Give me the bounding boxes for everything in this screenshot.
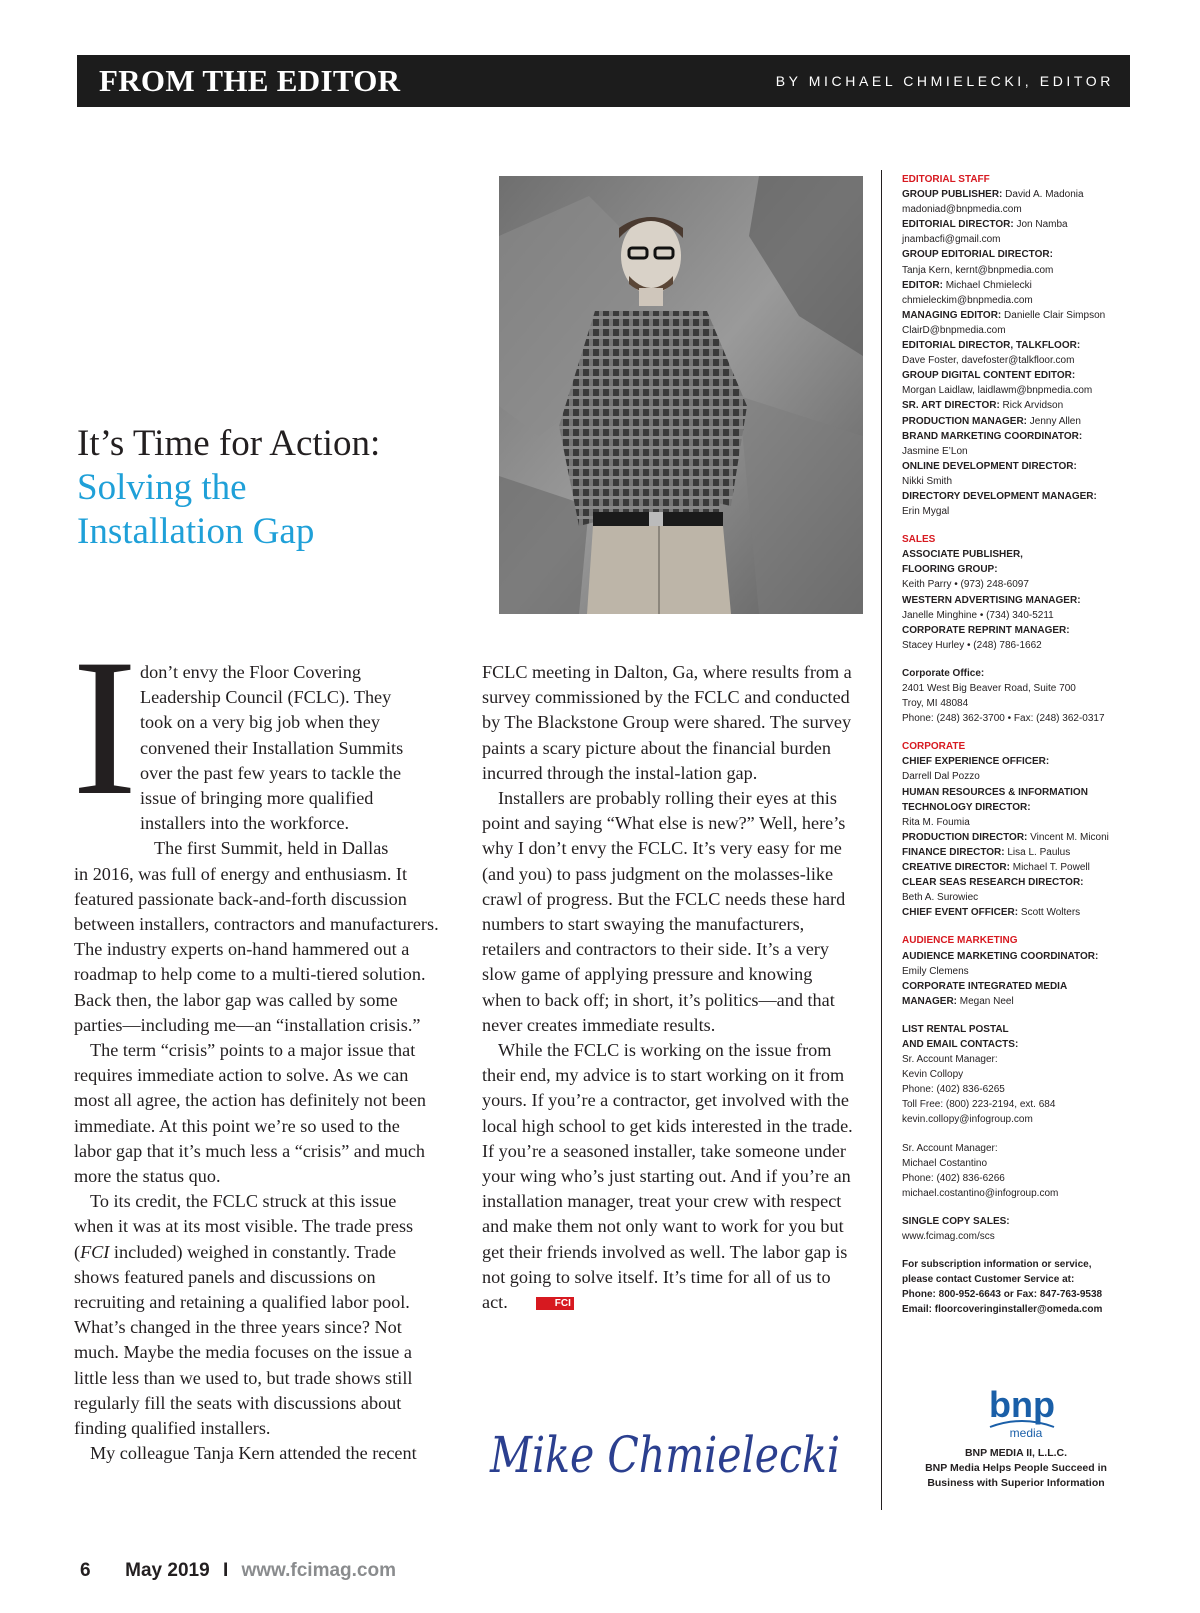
svg-text:Mike Chmielecki: Mike Chmielecki [489, 1426, 840, 1484]
article-column-1 [74, 660, 440, 1467]
masthead-entry: 2401 West Big Beaver Road, Suite 700 [902, 683, 1076, 694]
masthead-entry [902, 860, 1130, 875]
masthead-role: MANAGER: [902, 995, 957, 1007]
headline-line-1: It’s Time for Action: [77, 423, 381, 464]
masthead-entry [902, 562, 1130, 577]
masthead-entry [902, 278, 1130, 293]
masthead-entry: Keith Parry • (973) 248-6097 [902, 579, 1029, 591]
masthead-role: Corporate Office: [902, 667, 985, 679]
masthead-role: ASSOCIATE PUBLISHER, [902, 549, 1023, 561]
masthead-audience-list [902, 949, 1130, 1009]
masthead-entry [902, 800, 1130, 815]
masthead-role: WESTERN ADVERTISING MANAGER: [902, 594, 1081, 606]
issue-date: May 2019 [125, 1560, 210, 1581]
headline-line-2: Solving the [77, 467, 247, 508]
masthead-entry [902, 994, 1130, 1009]
masthead-person: David A. Madonia [1002, 189, 1084, 201]
masthead-role: FLOORING GROUP: [902, 564, 998, 576]
masthead-role: SR. ART DIRECTOR: [902, 400, 1000, 412]
intro-line: don’t envy the Floor Covering [140, 662, 361, 682]
masthead-entry: jnambacfi@gmail.com [902, 234, 1001, 246]
masthead-role: SINGLE COPY SALES: [902, 1215, 1010, 1227]
masthead-entry [902, 623, 1130, 638]
masthead-role: BRAND MARKETING COORDINATOR: [902, 430, 1083, 442]
masthead-person: Michael Chmielecki [942, 279, 1032, 291]
masthead-entry [902, 429, 1130, 444]
masthead-role: CHIEF EVENT OFFICER: [902, 907, 1019, 919]
masthead-heading: SALES [902, 534, 936, 546]
article-column-2 [482, 660, 854, 1315]
masthead-entry: madoniad@bnpmedia.com [902, 204, 1022, 216]
paragraph: Installers are probably rolling their eyes at this point and saying “What else is new?” Well, here’s why I don’t envy the FCLC. It’s very easy for me (and you) to pass judgment on the molasses-like crawl of progress. But the FCLC needs these hard numbers to start swaying the manufacturers, retailers and contractors to their side. It’s a very slow game of applying pressure and knowing when to back off; in short, it’s politics—and that never creates immediate results. [482, 788, 846, 1035]
masthead-role: CREATIVE DIRECTOR: [902, 862, 1010, 874]
masthead-entry [902, 338, 1130, 353]
drop-cap: I [72, 619, 138, 836]
masthead-entry: Phone: (402) 836-6266 [902, 1172, 1005, 1184]
masthead-person: Danielle Clair Simpson [1001, 309, 1106, 321]
masthead-entry [902, 489, 1130, 504]
intro-line: over the past few years to tackle the [140, 762, 402, 783]
masthead-role: CHIEF EXPERIENCE OFFICER: [902, 756, 1050, 768]
masthead-role: PRODUCTION MANAGER: [902, 415, 1027, 427]
masthead-entry: Jasmine E’Lon [902, 445, 968, 457]
masthead-role: CORPORATE REPRINT MANAGER: [902, 624, 1070, 636]
masthead-entry: www.fcimag.com/scs [902, 1231, 995, 1242]
masthead-entry [902, 217, 1130, 232]
paragraph: The term “crisis” points to a major issue that requires immediate action to solve. As we can most all agree, the action has definitely not been immediate. At this point we’re so used to the labor gap that it’s much less a “crisis” and much more the status quo. [74, 1040, 427, 1187]
masthead-entry: Tanja Kern, kernt@bnpmedia.com [902, 264, 1054, 276]
masthead-entry [902, 247, 1130, 262]
masthead-entry [902, 905, 1130, 920]
masthead-entry: kevin.collopy@infogroup.com [902, 1114, 1033, 1126]
page-footer [80, 1560, 396, 1582]
editor-photo [499, 176, 863, 614]
svg-text:bnp: bnp [989, 1384, 1055, 1425]
masthead-role: CORPORATE INTEGRATED MEDIA [902, 980, 1068, 992]
masthead-role: EDITOR: [902, 279, 943, 291]
masthead-role: CLEAR SEAS RESEARCH DIRECTOR: [902, 877, 1084, 889]
masthead-entry: Kevin Collopy [902, 1069, 964, 1081]
masthead-role: MANAGING EDITOR: [902, 309, 1002, 321]
intro-line: convened their Installation Summits [140, 737, 404, 758]
masthead-role: EDITORIAL DIRECTOR, TALKFLOOR: [902, 340, 1081, 352]
masthead-entry [902, 979, 1130, 994]
intro-line: installers into the workforce. [140, 813, 350, 834]
company-tagline: BNP Media Helps People Succeed in [925, 1462, 1107, 1474]
masthead-entry: Rita M. Foumia [902, 816, 970, 828]
footer-url[interactable]: www.fcimag.com [241, 1560, 396, 1581]
masthead-role: TECHNOLOGY DIRECTOR: [902, 801, 1031, 813]
masthead-role: DIRECTORY DEVELOPMENT MANAGER: [902, 490, 1097, 502]
masthead-person: Scott Wolters [1018, 907, 1081, 919]
masthead-entry: Emily Clemens [902, 965, 969, 977]
masthead-entry: Beth A. Surowiec [902, 892, 979, 904]
company-tagline: Business with Superior Information [927, 1477, 1105, 1489]
masthead-entry [902, 593, 1130, 608]
masthead-person: Vincent M. Miconi [1027, 831, 1109, 843]
section-banner [77, 55, 1130, 107]
masthead-entry [902, 547, 1130, 562]
paragraph: My colleague Tanja Kern attended the recent [90, 1443, 417, 1464]
intro-line: took on a very big job when they [140, 712, 380, 733]
paragraph: While the FCLC is working on the issue from their end, my advice is to start working on it from yours. If you’re a contractor, get involved with the local high school to get kids interested in the trade. If you’re a seasoned installer, take someone under your wing who’s just starting out. And if you’re an installation manager, treat your crew with respect and make them not only want to work for you but get their friends involved as well. The labor gap is not going to solve itself. It’s time for all of us to act. FCI [482, 1040, 853, 1313]
masthead-person: Jon Namba [1013, 219, 1068, 231]
article-headline [77, 422, 497, 554]
masthead-list-rental [902, 1022, 1130, 1128]
masthead-entry: Toll Free: (800) 223-2194, ext. 684 [902, 1099, 1056, 1111]
section-title: FROM THE EDITOR [99, 63, 401, 98]
masthead-entry: Dave Foster, davefoster@talkfloor.com [902, 355, 1075, 367]
masthead-entry: Troy, MI 48084 [902, 698, 969, 710]
masthead-entry: Michael Costantino [902, 1157, 988, 1169]
masthead-entry: Nikki Smith [902, 475, 953, 487]
masthead-heading: EDITORIAL STAFF [902, 174, 990, 185]
masthead-entry: Darrell Dal Pozzo [902, 771, 980, 783]
masthead-single-copy [902, 1214, 1130, 1244]
masthead-entry: Phone: (402) 836-6265 [902, 1084, 1005, 1096]
masthead-heading: AUDIENCE MARKETING [902, 935, 1018, 947]
masthead-entry: michael.costantino@infogroup.com [902, 1187, 1059, 1199]
byline: BY MICHAEL CHMIELECKI, EDITOR [775, 73, 1114, 89]
masthead-entry: Phone: (248) 362-3700 • Fax: (248) 362-0317 [902, 713, 1105, 725]
masthead-person: Megan Neel [957, 995, 1014, 1007]
editor-signature [486, 1416, 846, 1496]
masthead-entry [902, 414, 1130, 429]
masthead-entry [902, 1022, 1130, 1037]
intro-line: issue of bringing more qualified [140, 788, 374, 809]
svg-text:media: media [1009, 1426, 1043, 1440]
masthead [902, 172, 1130, 1317]
paragraph-intro [74, 660, 440, 862]
masthead-role: PRODUCTION DIRECTOR: [902, 831, 1028, 843]
masthead-office [902, 666, 1130, 726]
masthead-person: Rick Arvidson [999, 400, 1064, 412]
masthead-entry [902, 1214, 1130, 1229]
masthead-entry [902, 830, 1130, 845]
masthead-list-rental-2 [902, 1141, 1130, 1201]
masthead-person: Michael T. Powell [1009, 862, 1090, 874]
masthead-entry: Stacey Hurley • (248) 786-1662 [902, 639, 1042, 651]
paragraph: To its credit, the FCLC struck at this issue when it was at its most visible. The trade press (FCI included) weighed in constantly. Trade shows featured panels and discussions on recruiting and retaining a qualified labor pool. What’s changed in the three years since? Not much. Maybe the media focuses on the issue a little less than we used to, but trade shows still regularly fill the seats with discussions about finding qualified installers. [74, 1191, 414, 1439]
bnp-media-logo [982, 1385, 1062, 1441]
headline-line-3: Installation Gap [77, 511, 315, 552]
company-info [902, 1446, 1130, 1491]
footer-separator: I [222, 1560, 229, 1581]
masthead-entry: Sr. Account Manager: [902, 1142, 998, 1154]
masthead-entry [902, 754, 1130, 769]
masthead-role: AUDIENCE MARKETING COORDINATOR: [902, 950, 1099, 962]
masthead-heading: CORPORATE [902, 741, 966, 753]
masthead-person: Lisa L. Paulus [1004, 846, 1071, 858]
intro-line: The first Summit, held in Dallas [154, 838, 389, 859]
intro-line: Leadership Council (FCLC). They [140, 687, 392, 708]
masthead-entry: ClairD@bnpmedia.com [902, 324, 1006, 336]
masthead-entry [902, 187, 1130, 202]
masthead-entry [902, 459, 1130, 474]
masthead-role: GROUP PUBLISHER: [902, 189, 1003, 201]
masthead-role: ONLINE DEVELOPMENT DIRECTOR: [902, 460, 1077, 472]
page-number: 6 [80, 1560, 91, 1581]
masthead-entry [902, 308, 1130, 323]
masthead-entry: Janelle Minghine • (734) 340-5211 [902, 609, 1054, 621]
masthead-entry [902, 398, 1130, 413]
masthead-role: GROUP EDITORIAL DIRECTOR: [902, 249, 1053, 261]
subscription-info: For subscription information or service, please contact Customer Service at: Phone: 800-952-6643 or Fax: 847-763-9538 Email: floorcoveringinstaller@omeda.com [902, 1259, 1103, 1316]
masthead-entry [902, 1037, 1130, 1052]
paragraph: FCLC meeting in Dalton, Ga, where results from a survey commissioned by the FCLC and conducted by The Blackstone Group were shared. The survey paints a scary picture about the financial burden incurred through the instal-lation gap. [482, 662, 852, 783]
masthead-entry [902, 949, 1130, 964]
masthead-entry [902, 368, 1130, 383]
masthead-entry: Sr. Account Manager: [902, 1054, 998, 1066]
masthead-role: HUMAN RESOURCES & INFORMATION [902, 786, 1088, 798]
masthead-role: EDITORIAL DIRECTOR: [902, 219, 1014, 231]
company-name: BNP MEDIA II, L.L.C. [964, 1447, 1068, 1459]
masthead-entry [902, 875, 1130, 890]
column-rule [881, 170, 882, 1510]
masthead-person: Jenny Allen [1027, 415, 1081, 427]
masthead-sales-list [902, 547, 1130, 653]
masthead-entry [902, 666, 1130, 681]
masthead-role: AND EMAIL CONTACTS: [902, 1038, 1019, 1050]
masthead-entry: Erin Mygal [902, 506, 950, 518]
fci-end-mark: FCI [536, 1297, 574, 1310]
masthead-role: FINANCE DIRECTOR: [902, 846, 1005, 858]
masthead-entry: Morgan Laidlaw, laidlawm@bnpmedia.com [902, 385, 1093, 397]
masthead-corporate-list [902, 754, 1130, 920]
masthead-entry [902, 845, 1130, 860]
masthead-editorial-list [902, 187, 1130, 519]
masthead-role: LIST RENTAL POSTAL [902, 1023, 1009, 1035]
masthead-role: GROUP DIGITAL CONTENT EDITOR: [902, 370, 1076, 382]
masthead-entry: chmieleckim@bnpmedia.com [902, 294, 1033, 306]
masthead-entry [902, 785, 1130, 800]
paragraph: in 2016, was full of energy and enthusiasm. It featured passionate back-and-forth discussion between installers, contractors and manufacturers. The industry experts on-hand hammered out a roadmap to help come to a multi-tiered solution. Back then, the labor gap was called by some parties—including me—an “installation crisis.” [74, 863, 439, 1035]
